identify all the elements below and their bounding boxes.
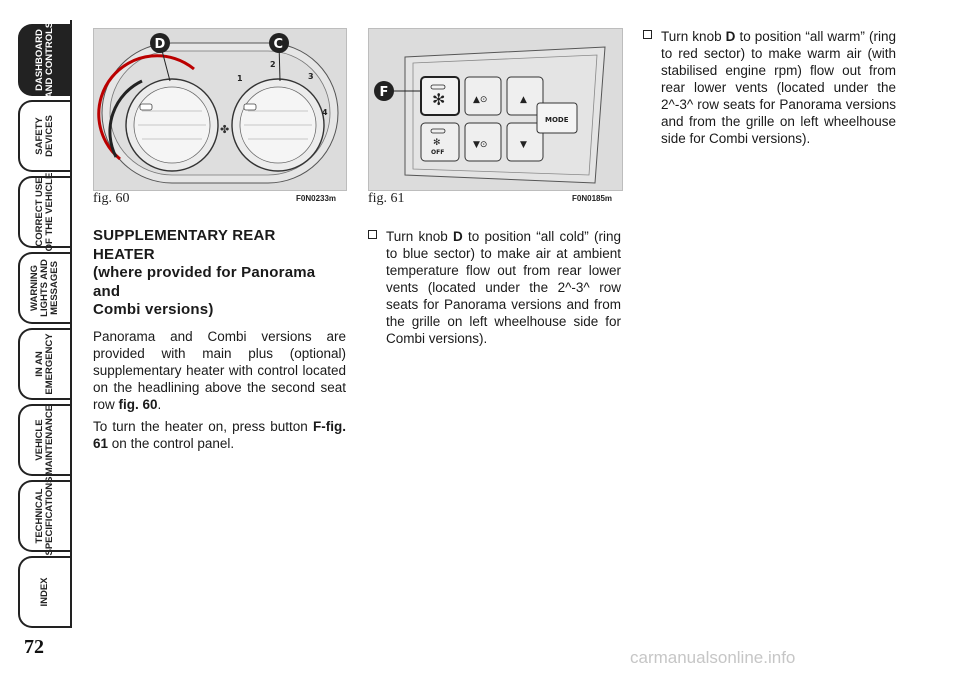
callout-f: F xyxy=(379,85,389,100)
svg-text:▼: ▼ xyxy=(520,140,527,150)
instruction-text: To turn the heater on, press button xyxy=(93,418,308,434)
sidebar-divider xyxy=(70,20,72,628)
tab-index[interactable] xyxy=(18,556,70,628)
tab-label: VEHICLE MAINTENANCE xyxy=(34,404,55,476)
column-1 xyxy=(93,227,346,457)
tab-dashboard-and-controls[interactable] xyxy=(18,21,70,99)
chapter-sidebar xyxy=(0,0,72,676)
page-number: 72 xyxy=(24,636,44,658)
svg-text:▲: ▲ xyxy=(520,95,527,105)
fig-60-reference: fig. 60 xyxy=(118,396,158,412)
knob-d-reference: D xyxy=(453,229,463,244)
bullet-square-icon xyxy=(643,30,652,39)
intro-paragraph xyxy=(93,328,346,413)
mode-button-label: MODE xyxy=(545,116,569,124)
bullet-body: to position “all warm” (ring to red sector) to make warm air (with stabilised engine rpm) flow out from rear lower vents (located under the 2^-3^ row seats for Panorama versions and from the grille on left wheelhouse side for Combi versions). xyxy=(661,29,896,146)
scale-2: 2 xyxy=(270,60,276,69)
intro-text: Panorama and Combi versions are provided with main plus (optional) supplementary heater with control located on the headlining above the second seat row xyxy=(93,328,346,412)
figure-61-caption: fig. 61 xyxy=(368,191,405,206)
knob-d-reference: D xyxy=(725,29,736,44)
tab-label: DASHBOARD AND CONTROLS xyxy=(34,21,55,99)
section-heading xyxy=(93,227,346,320)
tab-warning-lights[interactable] xyxy=(18,252,70,324)
tab-correct-use[interactable] xyxy=(18,172,70,252)
tab-vehicle-maintenance[interactable] xyxy=(18,404,70,476)
bullet-body: to position “all cold” (ring to blue sector) to make air at ambient temperature flow out from rear lower vents (located under the 2^-3^ row seats for Panorama versions and from the grille on left wheelhouse side for Combi versions). xyxy=(386,229,621,346)
instruction-paragraph xyxy=(93,418,346,452)
instruction-end: on the control panel. xyxy=(111,435,235,451)
svg-text:▼⊙: ▼⊙ xyxy=(473,140,488,150)
tab-label: IN AN EMERGENCY xyxy=(34,333,55,395)
scale-1: 1 xyxy=(237,74,243,83)
tab-label: INDEX xyxy=(39,577,50,607)
scale-4: 4 xyxy=(322,108,328,117)
svg-text:✻: ✻ xyxy=(432,90,446,109)
bullet-square-icon xyxy=(368,230,377,239)
tab-in-an-emergency[interactable] xyxy=(18,328,70,400)
heading-line-4: Combi versions) xyxy=(93,301,214,318)
bullet-all-warm xyxy=(643,28,896,147)
tab-technical-specifications[interactable] xyxy=(18,476,70,556)
heater-knobs-illustration xyxy=(94,29,346,190)
fig-61-reference: F-fig. 61 xyxy=(93,418,346,451)
bullet-pre: Turn knob xyxy=(661,29,722,44)
tab-label: WARNING LIGHTS AND MESSAGES xyxy=(29,259,60,317)
control-panel-illustration xyxy=(369,29,622,190)
heading-line-3: (where provided for Panorama and xyxy=(93,264,316,300)
tab-label: CORRECT USE OF THE VEHICLE xyxy=(34,172,55,252)
figure-60-heater-knobs xyxy=(93,28,347,191)
bullet-pre: Turn knob xyxy=(386,229,448,244)
svg-text:✻: ✻ xyxy=(433,138,441,148)
tab-label: TECHNICAL SPECIFICATIONS xyxy=(34,476,55,556)
scale-3: 3 xyxy=(308,72,314,81)
figure-60-code: F0N0233m xyxy=(296,194,337,203)
intro-end: . xyxy=(157,396,162,412)
callout-d: D xyxy=(154,37,166,52)
heading-line-2: HEATER xyxy=(93,245,155,263)
callout-c: C xyxy=(273,37,284,52)
figure-61-code: F0N0185m xyxy=(572,194,613,203)
bullet-all-cold xyxy=(368,228,621,347)
watermark: carmanualsonline.info xyxy=(630,648,796,667)
svg-text:✤: ✤ xyxy=(220,123,230,136)
off-label: OFF xyxy=(431,149,445,156)
tab-safety-devices[interactable] xyxy=(18,100,70,172)
bullet-text xyxy=(386,228,621,347)
bullet-text xyxy=(661,28,896,147)
tab-label: SAFETY DEVICES xyxy=(34,115,55,157)
figure-60-caption: fig. 60 xyxy=(93,191,130,206)
svg-text:▲⊙: ▲⊙ xyxy=(473,95,488,105)
heading-line-1: SUPPLEMENTARY REAR xyxy=(93,227,276,244)
figure-61-control-panel xyxy=(368,28,623,191)
